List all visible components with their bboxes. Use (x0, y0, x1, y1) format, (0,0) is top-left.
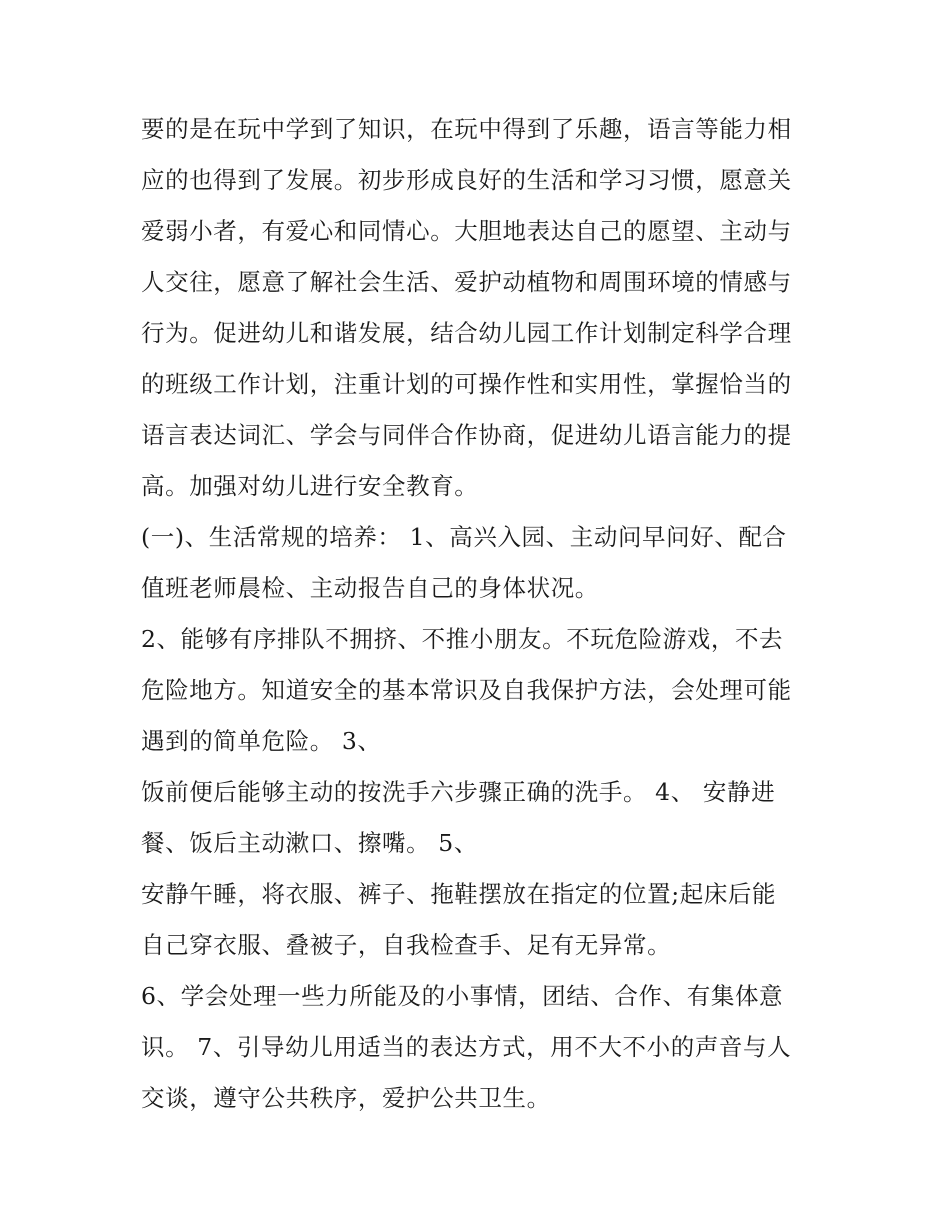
text-line: 遇到的简单危险。 3、 (141, 727, 382, 755)
text-line: 交谈，遵守公共秩序，爱护公共卫生。 (141, 1084, 551, 1112)
body-text (141, 104, 831, 1124)
text-line: 饭前便后能够主动的按洗手六步骤正确的洗手。 4、 安静进 (141, 778, 776, 806)
text-line: 爱弱小者，有爱心和同情心。大胆地表达自己的愿望、主动与 (141, 217, 792, 245)
text-line: 行为。促进幼儿和谐发展，结合幼儿园工作计划制定科学合理 (141, 319, 792, 347)
text-line: 6、学会处理一些力所能及的小事情，团结、合作、有集体意 (141, 982, 784, 1010)
text-line: 要的是在玩中学到了知识，在玩中得到了乐趣，语言等能力相 (141, 115, 792, 143)
text-line: (一)、生活常规的培养： 1、高兴入园、主动问早问好、配合 (141, 523, 787, 551)
text-line: 值班老师晨检、主动报告自己的身体状况。 (141, 574, 599, 602)
text-line: 语言表达词汇、学会与同伴合作协商，促进幼儿语言能力的提 (141, 421, 792, 449)
text-line: 安静午睡，将衣服、裤子、拖鞋摆放在指定的位置;起床后能 (141, 880, 777, 908)
text-line: 危险地方。知道安全的基本常识及自我保护方法，会处理可能 (141, 676, 792, 704)
text-line: 人交往，愿意了解社会生活、爱护动植物和周围环境的情感与 (141, 268, 792, 296)
text-line: 2、能够有序排队不拥挤、不推小朋友。不玩危险游戏，不去 (141, 625, 784, 653)
text-line: 自己穿衣服、叠被子，自我检查手、足有无异常。 (141, 931, 672, 959)
text-line: 高。加强对幼儿进行安全教育。 (141, 472, 479, 500)
text-line: 识。 7、引导幼儿用适当的表达方式，用不大不小的声音与人 (141, 1033, 792, 1061)
text-line: 应的也得到了发展。初步形成良好的生活和学习习惯，愿意关 (141, 166, 792, 194)
text-line: 的班级工作计划，注重计划的可操作性和实用性，掌握恰当的 (141, 370, 792, 398)
text-line: 餐、饭后主动漱口、擦嘴。 5、 (141, 829, 478, 857)
